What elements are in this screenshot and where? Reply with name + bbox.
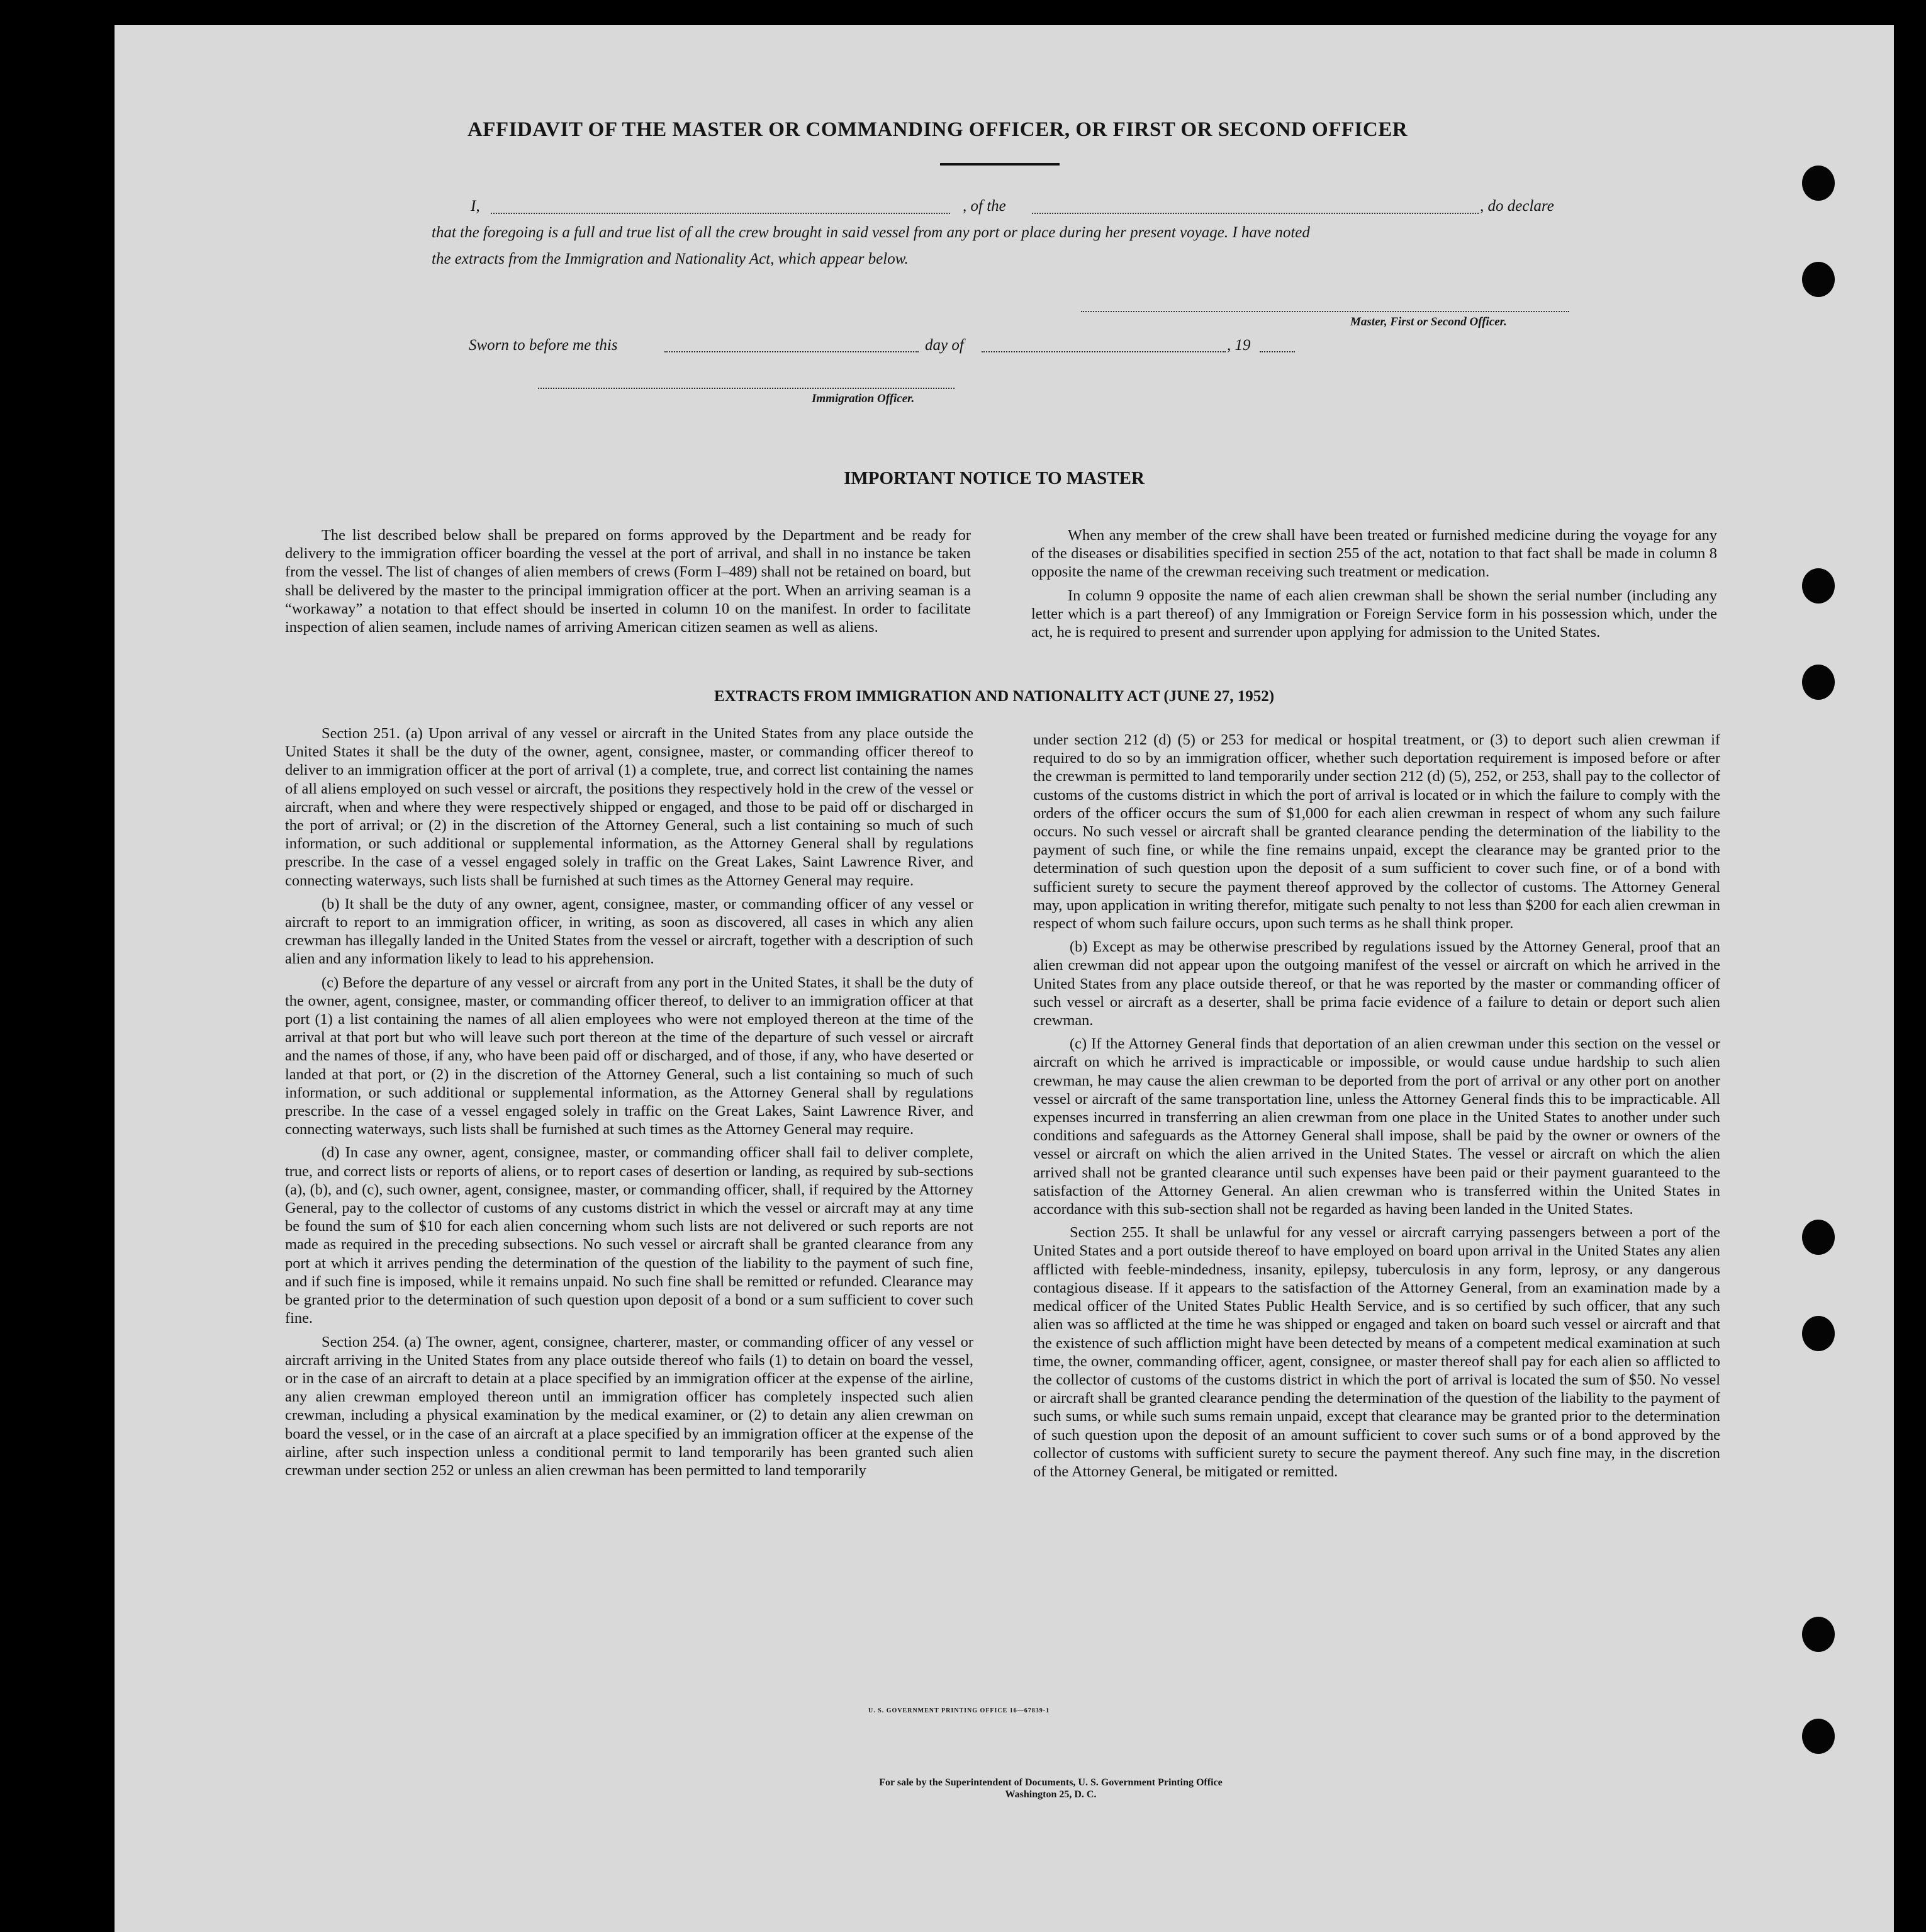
- extracts-right-column: [1033, 731, 1720, 1486]
- notice-right-column: [1031, 526, 1717, 646]
- year-field[interactable]: [1260, 351, 1295, 352]
- punch-hole: [1802, 1617, 1835, 1652]
- section-paragraph: (c) If the Attorney General finds that deportation of an alien crewman under this section on the vessel or aircraft on which he arrived is impracticable or impossible, or would cause undue hardship to such alien crewman, he may cause the alien crewman to be deported from the port of arrival or any other port on another vessel or aircraft of the same transportation line, unless the Attorney General finds this to be impracticable. All expenses incurred in transferring an alien crewman from one place in the United States to another under such conditions and safeguards as the Attorney General shall impose, shall be paid by the owner or owners of the vessel or aircraft on which the alien arrived in the United States. The vessel or aircraft on which the alien arrived shall not be granted clearance until such expenses have been paid or their payment guaranteed to the satisfaction of the Attorney General. An alien crewman who is transferred within the United States in accordance with this sub-section shall not be regarded as having been landed in the United States.: [1033, 1035, 1720, 1218]
- officer-caption: Immigration Officer.: [812, 392, 915, 405]
- section-paragraph: (b) Except as may be otherwise prescribed by regulations issued by the Attorney General, proof that an alien crewman did not appear upon the outgoing manifest of the vessel or aircraft on which he arrived in the United States from any place outside thereof, or that he was reported by the master or commanding officer of such vessel or aircraft as a deserter, shall be prima facie evidence of a failure to detain or deport such alien crewman.: [1033, 938, 1720, 1030]
- punch-hole: [1802, 262, 1835, 297]
- sworn-month-field[interactable]: [982, 351, 1226, 352]
- punch-hole: [1802, 568, 1835, 604]
- sworn-day-field[interactable]: [664, 351, 919, 352]
- affidavit-title: AFFIDAVIT OF THE MASTER OR COMMANDING OFFICER, OR FIRST OR SECOND OFFICER: [467, 118, 1408, 141]
- section-paragraph: Section 255. It shall be unlawful for any vessel or aircraft carrying passengers between a port of the United States and a port outside thereof to have employed on board upon arrival in the United States any alien afflicted with feeble-mindedness, insanity, epilepsy, tuberculosis in any form, leprosy, or any dangerous contagious disease. If it appears to the satisfaction of the Attorney General, from an examination made by a medical officer of the United States Public Health Service, and is so certified by such officer, that any such alien was so afflicted at the time he was shipped or engaged and taken on board such vessel or aircraft and that the existence of such affliction might have been detected by means of a competent medical examination at such time, the owner, commanding officer, agent, consignee, or master thereof shall pay for each alien so afflicted to the collector of customs of the customs district in which the port of arrival is located the sum of $50. No vessel or aircraft shall be granted clearance pending the determination of the question of the liability to the payment of such sums, or while such sums remain unpaid, except that clearance may be granted prior to the determination of such question upon the deposit of an amount sufficient to cover such sums or of a bond approved by the collector of customs with sufficient surety to secure the payment thereof. Any such fine may, in the discretion of the Attorney General, be mitigated or remitted.: [1033, 1224, 1720, 1480]
- punch-hole: [1802, 1316, 1835, 1351]
- title-rule: [940, 163, 1060, 166]
- year-label: , 19: [1227, 337, 1251, 354]
- punch-hole: [1802, 1719, 1835, 1754]
- day-of-label: day of: [925, 337, 964, 354]
- section-paragraph: (d) In case any owner, agent, consignee, master, or commanding officer shall fail to deliver complete, true, and correct lists or reports of aliens, or to report cases of desertion or landing, as required by sub-sections (a), (b), and (c), such owner, agent, consignee, master, or commanding officer, shall, if required by the Attorney General, pay to the collector of customs of any customs district in which the vessel or aircraft may at any time be found the sum of $10 for each alien concerning whom such lists are not delivered or such reports are not made as required in the preceding subsections. No such vessel or aircraft shall be granted clearance from any port at which it arrives pending the determination of the question of the liability to the payment of such fine, and if such fine is imposed, while it remains unpaid. No such fine shall be remitted or refunded. Clearance may be granted prior to the determination of such question upon deposit of a bond or a sum sufficient to cover such fine.: [285, 1144, 973, 1327]
- section-paragraph: Section 251. (a) Upon arrival of any vessel or aircraft in the United States from any place outside the United States it shall be the duty of the owner, agent, consignee, master, or commanding officer thereof to deliver to an immigration officer at the port of arrival (1) a complete, true, and correct list containing the names of all aliens employed on such vessel or aircraft, the positions they respectively hold in the crew of the vessel or aircraft, when and where they were respectively shipped or engaged, and those to be paid off or discharged in the port of arrival; or (2) in the discretion of the Attorney General, such a list containing so much of such information, or such additional or supplemental information, as the Attorney General shall by regulations prescribe. In the case of a vessel engaged solely in traffic on the Great Lakes, Saint Lawrence River, and connecting waterways, such lists shall be furnished at such times as the Attorney General may require.: [285, 725, 973, 889]
- notice-paragraph: When any member of the crew shall have been treated or furnished medicine during the voyage for any of the diseases or disabilities specified in section 255 of the act, notation to that fact shall be made in column 8 opposite the name of the crewman receiving such treatment or medication.: [1031, 527, 1717, 581]
- section-paragraph-continued: under section 212 (d) (5) or 253 for medical or hospital treatment, or (3) to deport such alien crewman if required to do so by an immigration officer, whether such deportation requirement is imposed before or after the crewman is permitted to land temporarily under section 212 (d) (5), 252, or 253, shall pay to the collector of customs of the customs district in which the port of arrival is located or in which the failure to comply with the orders of the officer occurs the sum of $1,000 for each alien crewman in respect of whom any such failure occurs. No such vessel or aircraft shall be granted clearance pending the determination of the liability to the payment of such fine, or while the fine remains unpaid, except the clearance may be granted prior to the determination of such question upon the deposit of a sum sufficient to cover such fine, or of a bond with sufficient surety to secure the payment thereof approved by the collector of customs. The Attorney General may, upon application in writing therefor, mitigate such penalty to not less than $200 for each alien crewman in respect of whom such failure occurs, upon such terms as he shall think proper.: [1033, 731, 1720, 933]
- master-signature-field[interactable]: [1081, 311, 1569, 312]
- affidavit-statement-line2: that the foregoing is a full and true list of all the crew brought in said vessel from any port or place during her present voyage. I have noted: [432, 224, 1310, 241]
- section-paragraph: Section 254. (a) The owner, agent, consignee, charterer, master, or commanding officer of any vessel or aircraft arriving in the United States from any place outside thereof who fails (1) to detain on board the vessel, or in the case of an aircraft to detain at a place specified by an immigration officer at the expense of the airline, any alien crewman employed thereon until an immigration officer has completely inspected such alien crewman, including a physical examination by the medical examiner, or (2) to detain any alien crewman on board the vessel, or in the case of an aircraft at a place specified by an immigration officer at the expense of the airline, after such inspection unless a conditional permit to land temporarily has been granted such alien crewman under section 252 or unless an alien crewman has been permitted to land temporarily: [285, 1333, 973, 1479]
- notice-left-column: [285, 526, 971, 641]
- officer-signature-field[interactable]: [538, 388, 955, 389]
- notice-paragraph: The list described below shall be prepared on forms approved by the Department and be ready for delivery to the immigration officer boarding the vessel at the port of arrival, and shall in no instance be taken from the vessel. The list of changes of alien members of crews (Form I–489) shall not be retained on board, but shall be delivered by the master to the principal immigration officer at the port. When an arriving seaman is a “workaway” a notation to that effect should be inserted in column 10 on the manifest. In order to facilitate inspection of alien seamen, include names of arriving American citizen seamen as well as aliens.: [285, 527, 971, 636]
- sale-line-2: Washington 25, D. C.: [1005, 1789, 1097, 1800]
- punch-hole: [1802, 665, 1835, 700]
- affidavit-statement-line3: the extracts from the Immigration and Nationality Act, which appear below.: [432, 250, 909, 267]
- name-field[interactable]: [491, 213, 950, 214]
- extracts-left-column: [285, 724, 973, 1485]
- do-declare-label: , do declare: [1480, 198, 1554, 215]
- section-paragraph: (c) Before the departure of any vessel or aircraft from any port in the United States, it shall be the duty of the owner, agent, consignee, master, or commanding officer thereof, to deliver to an immigration officer at that port (1) a list containing the names of all alien employees who were not employed thereon at the time of the arrival at that port but who will leave such port thereon at the time of the departure of such vessel or aircraft and the names of those, if any, who have been paid off or discharged, and of those, if any, who have deserted or landed at that port, or (2) in the discretion of the Attorney General, such a list containing so much of such information, or such additional or supplemental information, as the Attorney General shall by regulations prescribe. In the case of a vessel engaged solely in traffic on the Great Lakes, Saint Lawrence River, and connecting waterways, such lists shall be furnished at such times as the Attorney General may require.: [285, 974, 973, 1138]
- notice-title: IMPORTANT NOTICE TO MASTER: [844, 468, 1145, 488]
- punch-hole: [1802, 1220, 1835, 1255]
- affidavit-i-label: I,: [471, 198, 480, 215]
- notice-paragraph: In column 9 opposite the name of each alien crewman shall be shown the serial number (including any letter which is a part thereof) of any Immigration or Foreign Service form in his possession which, under the act, he is required to present and surrender upon applying for admission to the United States.: [1031, 587, 1717, 641]
- sworn-label: Sworn to before me this: [469, 337, 618, 354]
- section-paragraph: (b) It shall be the duty of any owner, agent, consignee, master, or commanding officer of any vessel or aircraft to report to an immigration officer, in writing, as soon as discovered, all cases in which any alien crewman has illegally landed in the United States from the vessel or aircraft, together with a description of such alien and any information likely to lead to his apprehension.: [285, 895, 973, 968]
- extracts-title: EXTRACTS FROM IMMIGRATION AND NATIONALITY ACT (JUNE 27, 1952): [714, 688, 1275, 705]
- vessel-field[interactable]: [1032, 213, 1479, 214]
- of-the-label: , of the: [963, 198, 1006, 215]
- punch-hole: [1802, 166, 1835, 201]
- sale-line-1: For sale by the Superintendent of Documents, U. S. Government Printing Office: [879, 1777, 1223, 1788]
- master-caption: Master, First or Second Officer.: [1350, 315, 1507, 329]
- sale-notice: [673, 1777, 1428, 1800]
- printer-imprint: U. S. GOVERNMENT PRINTING OFFICE 16—67839-1: [868, 1707, 1050, 1714]
